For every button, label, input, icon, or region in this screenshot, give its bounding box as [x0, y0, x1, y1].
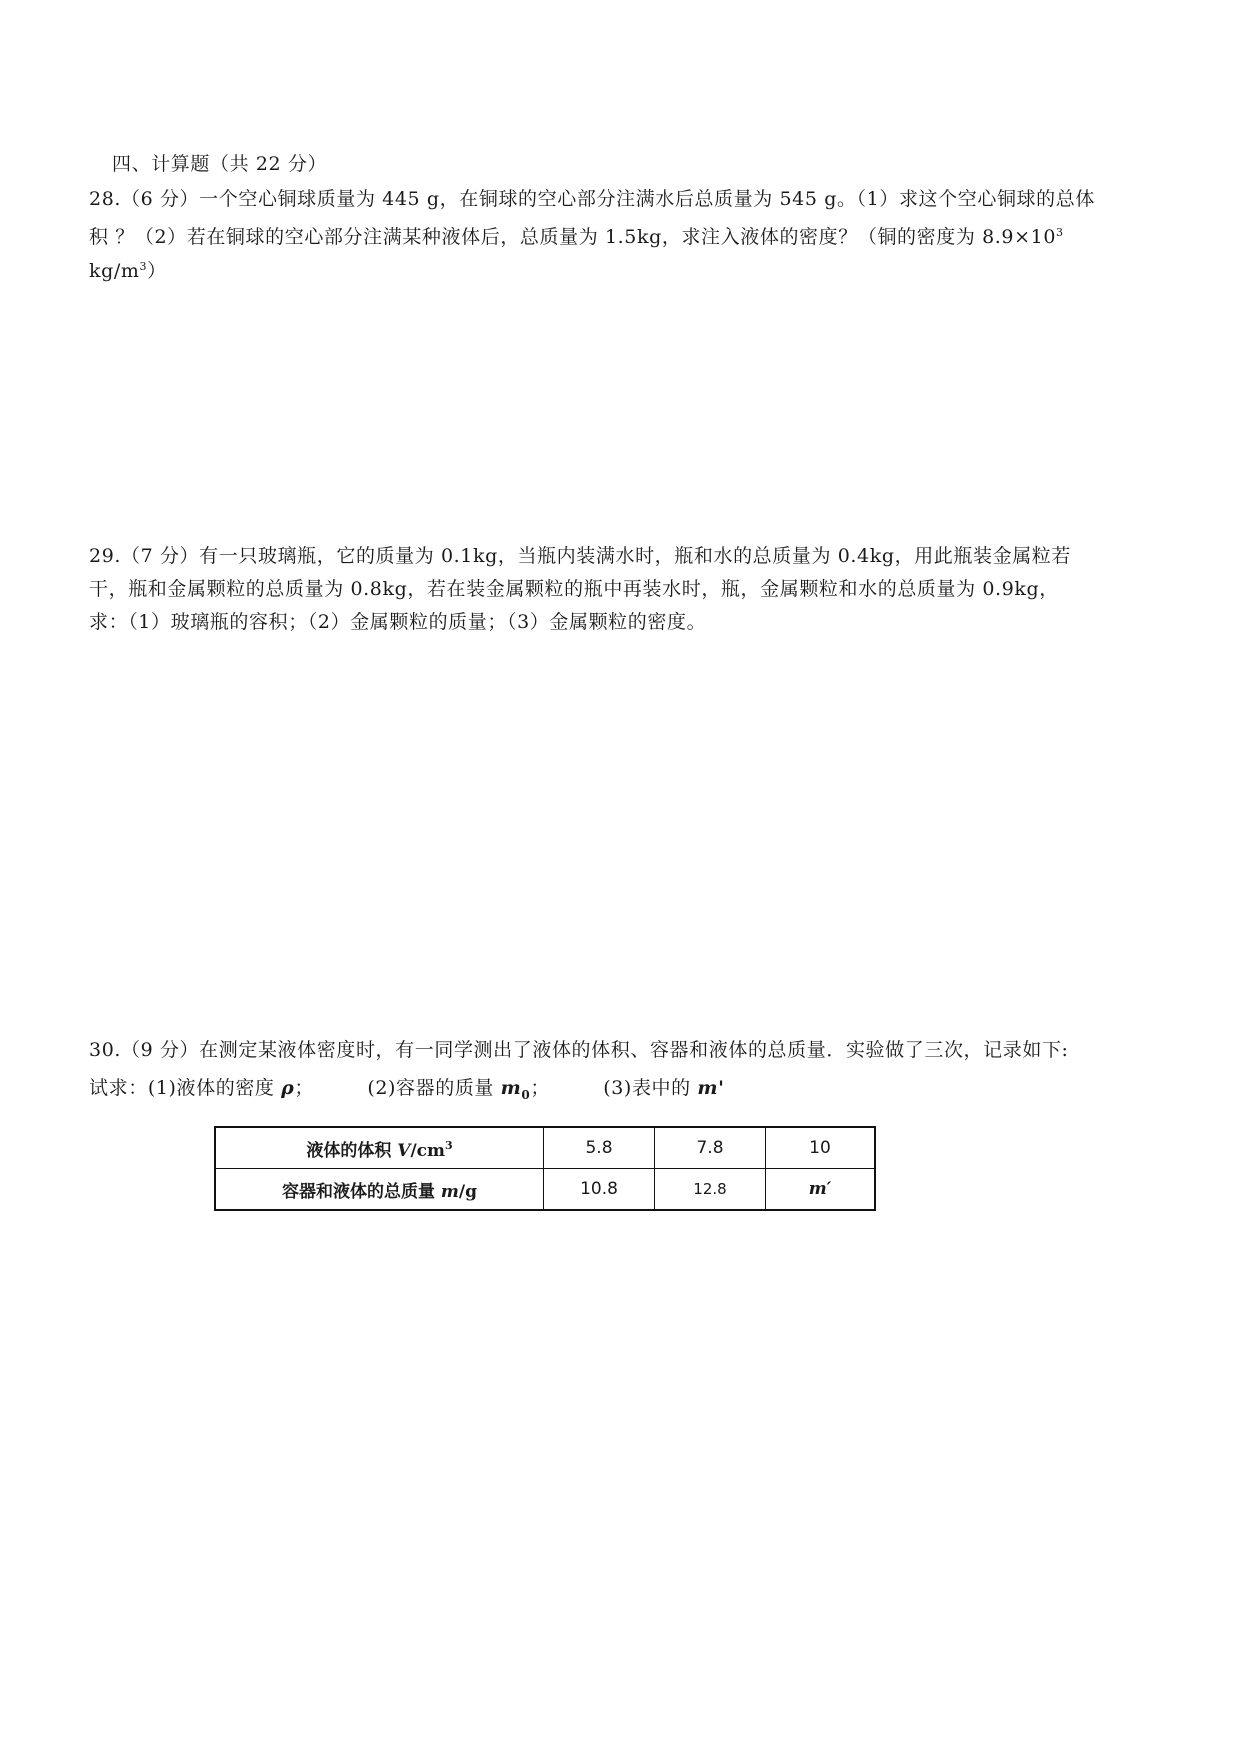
rho-symbol: ρ — [281, 1077, 295, 1099]
table-row — [215, 1127, 875, 1169]
question-28-line-1: 28.（6 分）一个空心铜球质量为 445 g，在铜球的空心部分注满水后总质量为 545 g。（1）求这个空心铜球的总体 — [89, 188, 1095, 210]
exponent: 3 — [1056, 226, 1064, 239]
question-28-line-3 — [89, 252, 167, 286]
table-cell: 5.8 — [544, 1127, 655, 1169]
table-cell: 7.8 — [655, 1127, 766, 1169]
closing-paren: ） — [147, 260, 167, 282]
table-row — [215, 1169, 875, 1211]
part-3: (3)表中的 — [603, 1077, 691, 1099]
question-28-line-2-text: 积 ？（2）若在铜球的空心部分注满某种液体后，总质量为 1.5kg，求注入液体的密度？（铜的密度为 8.9×10 — [89, 226, 1057, 248]
m-prime-symbol: m' — [697, 1077, 725, 1099]
m0-symbol: $m_0$ — [500, 1077, 531, 1102]
section-title: 四、计算题（共 22 分） — [112, 153, 328, 175]
table-cell: 10 — [766, 1127, 876, 1169]
part-1: (1)液体的密度 — [147, 1077, 275, 1099]
separator: ； — [530, 1077, 550, 1099]
table-cell: 10.8 — [544, 1169, 655, 1211]
table-cell: m′ — [766, 1169, 876, 1211]
question-30-line-2 — [89, 1073, 725, 1110]
prefix: 试求： — [89, 1077, 148, 1099]
separator: ； — [294, 1077, 315, 1099]
question-28-line-2 — [89, 218, 1064, 252]
question-29-line-1: 29.（7 分）有一只玻璃瓶，它的质量为 0.1kg，当瓶内装满水时，瓶和水的总质量为 0.4kg，用此瓶装金属粒若 — [89, 545, 1072, 567]
unit-text: kg/m — [89, 260, 140, 282]
data-table — [214, 1126, 876, 1211]
table-cell: 12.8 — [655, 1169, 766, 1211]
question-30-line-1: 30.（9 分）在测定某液体密度时，有一同学测出了液体的体积、容器和液体的总质量．实验做了三次，记录如下: — [89, 1039, 1069, 1061]
question-29-line-2: 干，瓶和金属颗粒的总质量为 0.8kg，若在装金属颗粒的瓶中再装水时，瓶，金属颗粒和水的总质量为 0.9kg， — [89, 578, 1059, 600]
exponent: 3 — [139, 260, 148, 273]
question-29-line-3: 求：（1）玻璃瓶的容积；（2）金属颗粒的质量；（3）金属颗粒的密度。 — [89, 611, 707, 633]
row-label-mass: 容器和液体的总质量 m/g — [215, 1169, 544, 1211]
part-2: (2)容器的质量 — [367, 1077, 495, 1099]
row-label-volume: 液体的体积 $V/cm^3$ — [215, 1127, 544, 1169]
